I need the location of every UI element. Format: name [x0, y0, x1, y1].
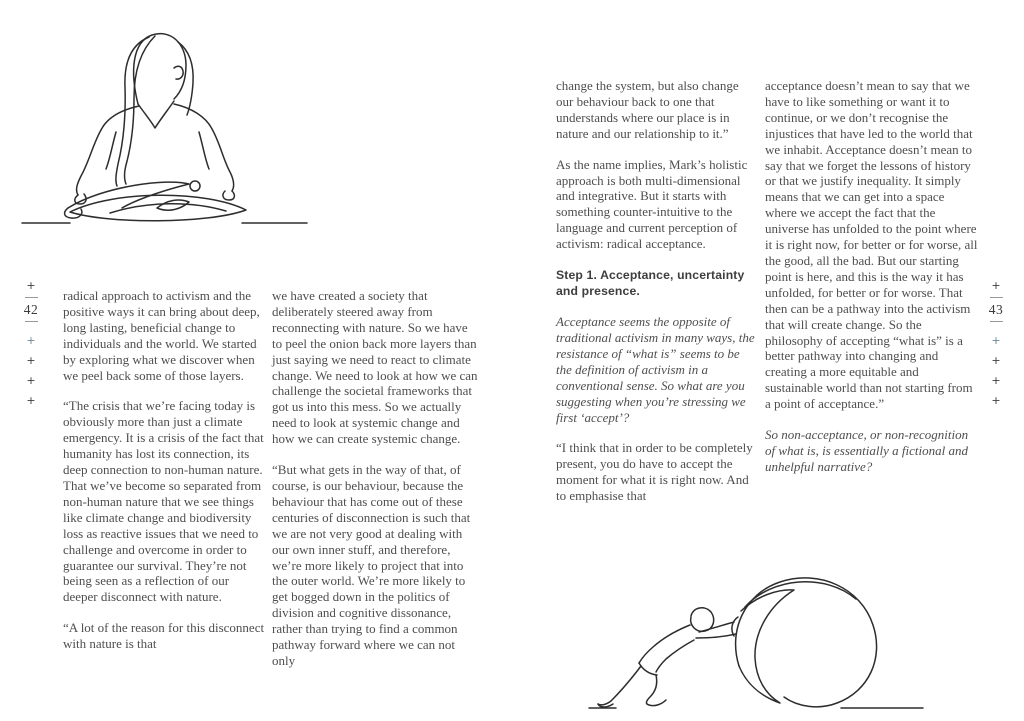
divider: [25, 297, 38, 298]
right-page-column-2: [765, 78, 978, 490]
meditating-person-line-drawing: [18, 8, 310, 236]
plus-mark: +: [26, 354, 36, 367]
plus-mark: +: [26, 334, 36, 347]
person-pushing-ball-line-drawing: [588, 546, 924, 716]
paragraph: “A lot of the reason for this disconnect with nature is that: [63, 620, 265, 652]
left-page-column-2: [272, 288, 478, 684]
page-number-right: 43: [988, 302, 1004, 317]
divider: [990, 321, 1003, 322]
paragraph: change the system, but also change our behaviour back to one that understands where our place is in nature and our relationship to it.”: [556, 78, 739, 141]
paragraph: we have created a society that deliberately steered away from reconnecting with nature. So we have to peel the onion back more layers than just saying we need to react to climate change. We need to look at how we can challenge the societal frameworks that got us into this mess. So we actually need to look at systemic change and how we can create systemic change.: [272, 288, 478, 447]
plus-mark: +: [991, 279, 1001, 292]
plus-mark: +: [991, 374, 1001, 387]
divider: [990, 297, 1003, 298]
paragraph: “I think that in order to be completely present, you do have to accept the moment for what it is right now. And to emphasise that: [556, 440, 753, 504]
divider: [25, 321, 38, 322]
page-margin-right: [984, 280, 1008, 406]
plus-mark: +: [26, 279, 36, 292]
paragraph: Acceptance seems the opposite of traditional activism in many ways, the resistance of “what is” seems to be the definition of activism in a conventional sense. So what are you suggesting when you’re stressing we first ‘accept’?: [556, 314, 755, 425]
left-page-column-1: [63, 288, 265, 667]
paragraph: “The crisis that we’re facing today is obviously more than just a climate emergency. It is a crisis of the fact that humanity has lost its connection, its deep connection to non-human nature. That we’ve become so separated from non-human nature that we see things like climate change and biodiversity loss as reactive issues that we need to challenge and overcome in order to guarantee our survival. They’re not being seen as a reflection of our deeper disconnect with nature.: [63, 398, 264, 605]
paragraph: So non-acceptance, or non-recognition of what is, is essentially a fictional and unhelpful narrative?: [765, 427, 969, 474]
plus-mark: +: [991, 334, 1001, 347]
paragraph: acceptance doesn’t mean to say that we have to like something or want it to continue, or we don’t recognise the injustices that have led to the world that we inhabit. Acceptance doesn’t mean to say that we forget the lessons of history or that we justify inequality. It simply means that we can get into a space where we accept the fact that the universe has unfolded to the point where it is right now, for better or for worse, all the good, all the bad. But our starting point is here, and this is the way it has unfolded, for better or for worse. That then can be a pathway into the activism that will create change. So the philosophy of accepting “what is” is a better pathway into changing and creating a more equitable and sustainable world than not starting from a point of acceptance.”: [765, 78, 978, 412]
page-margin-left: [19, 280, 43, 406]
plus-mark: +: [26, 374, 36, 387]
section-heading: Step 1. Acceptance, uncertainty and presence.: [556, 268, 745, 299]
right-page-column-1: [556, 78, 757, 519]
plus-mark: +: [26, 394, 36, 407]
paragraph: “But what gets in the way of that, of course, is our behaviour, because the behaviour that has come out of these centuries of disconnection is such that we are not very good at dealing with our own inner stuff, and therefore, we’re more likely to project that into the outer world. We’re more likely to get bogged down in the politics of division and cognitive dissonance, rather than trying to find a common pathway forward where we can not only: [272, 462, 471, 668]
paragraph: As the name implies, Mark’s holistic approach is both multi-dimensional and integrative. But it starts with something counter-intuitive to the language and current perception of activism: radical acceptance.: [556, 156, 748, 252]
plus-mark: +: [991, 394, 1001, 407]
plus-mark: +: [991, 354, 1001, 367]
page-number-left: 42: [23, 302, 39, 317]
paragraph: radical approach to activism and the positive ways it can bring about deep, long lasting, beneficial change to individuals and the world. We started by exploring what we discover when we peel back some of those layers.: [63, 288, 260, 383]
